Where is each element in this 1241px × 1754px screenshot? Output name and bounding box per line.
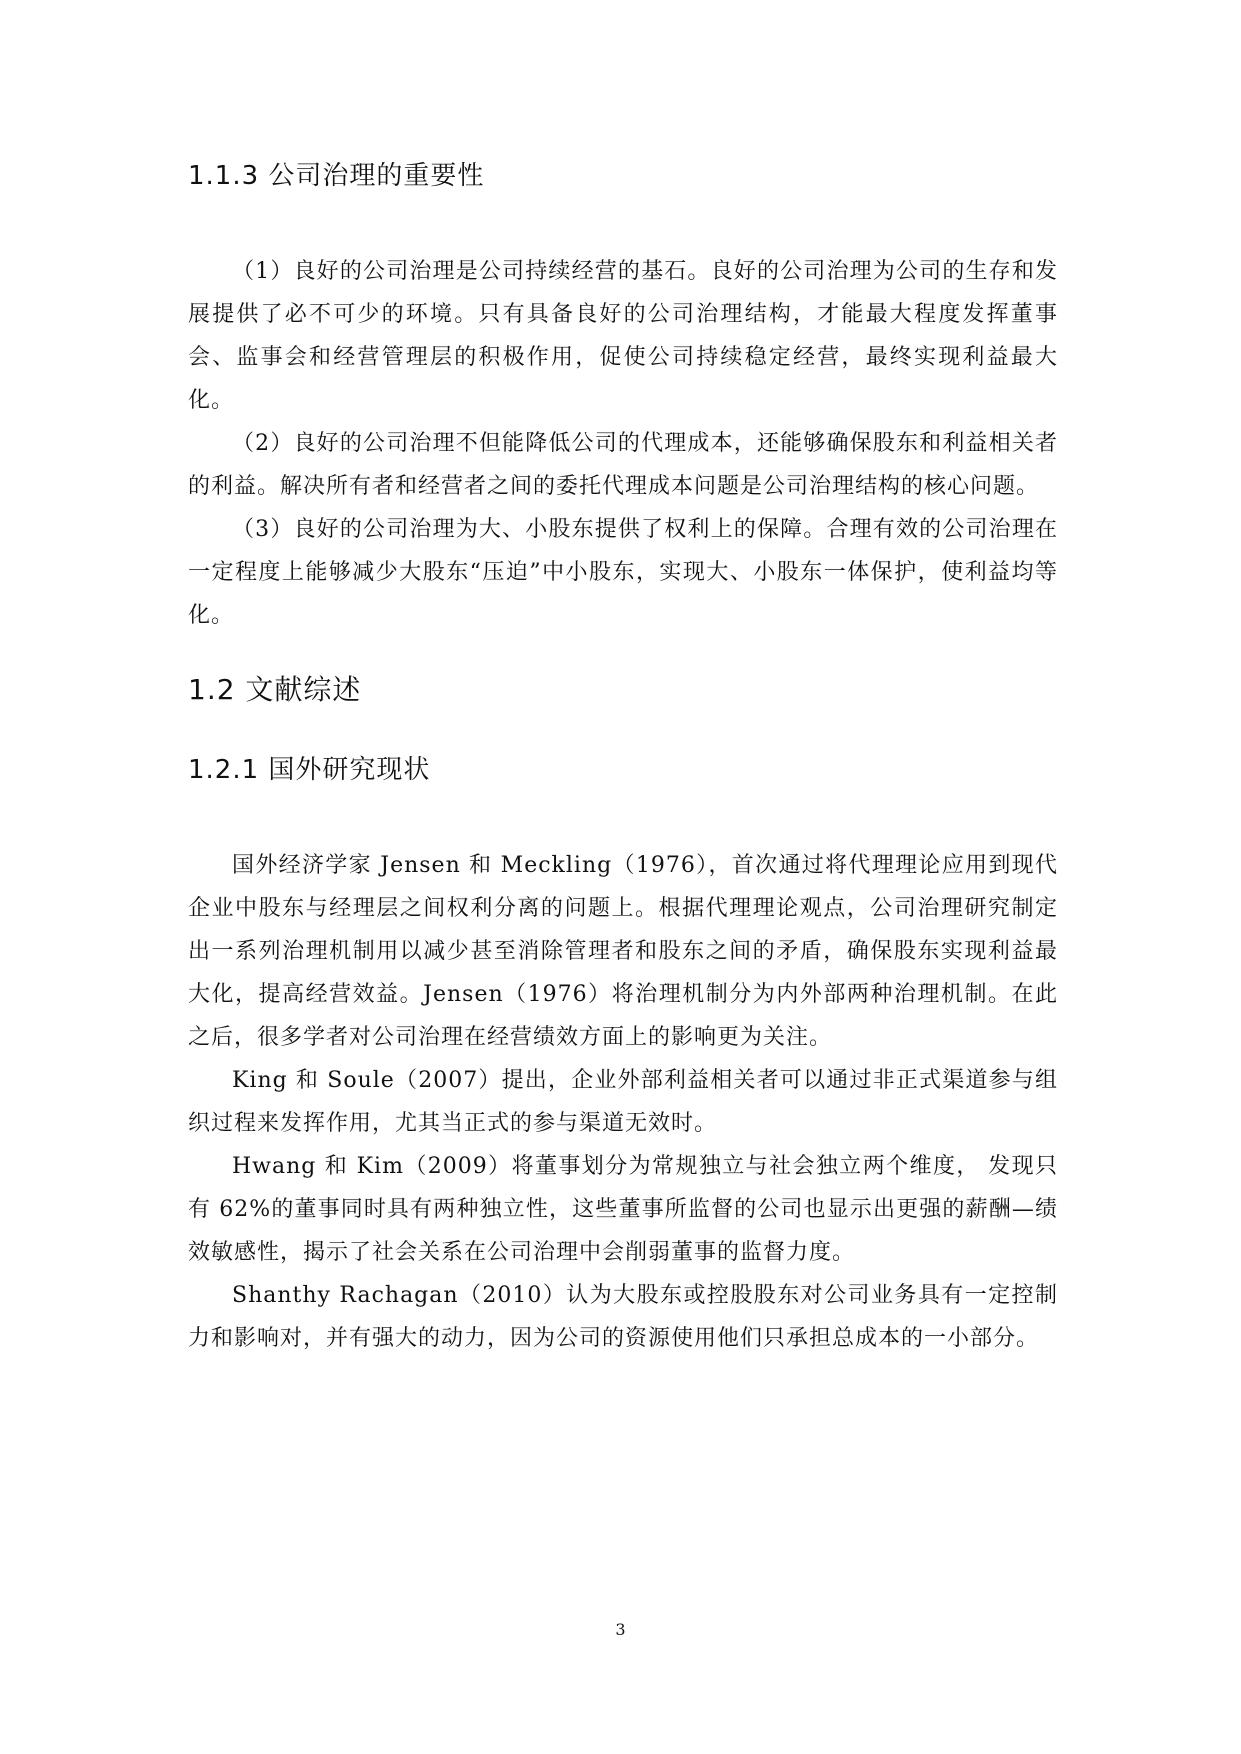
- paragraph-foreign-research-3: Hwang 和 Kim（2009）将董事划分为常规独立与社会独立两个维度， 发现只有 62%的董事同时具有两种独立性，这些董事所监督的公司也显示出更强的薪酬—绩 效敏感性，揭示了社会关系在公司治理中会削弱董事的监督力度。: [188, 1154, 1059, 1265]
- section-heading-1-2-1: 1.2.1 国外研究现状: [188, 755, 431, 785]
- paragraph-foreign-research-4: Shanthy Rachagan（2010）认为大股东或控股股东对公司业务具有一定控制力和影响对，并有强大的动力，因为公司的资源使用他们只承担总成本的一小部分。: [188, 1283, 1058, 1351]
- section-heading-1-1-3: 1.1.3 公司治理的重要性: [188, 161, 485, 191]
- paragraph-importance-3: （3）良好的公司治理为大、小股东提供了权利上的保障。合理有效的公司治理在一定程度上能够减少大股东“压迫”中小股东，实现大、小股东一体保护，使利益均等化。: [188, 517, 1058, 628]
- page-number: 3: [615, 1620, 626, 1639]
- paragraph-importance-1: （1）良好的公司治理是公司持续经营的基石。良好的公司治理为公司的生存和发展提供了必不可少的环境。只有具备良好的公司治理结构，才能最大程度发挥董事会、监事会和经营管理层的积极作用，促使公司持续稳定经营，最终实现利益最大化。: [188, 259, 1058, 413]
- paragraph-foreign-research-2: King 和 Soule（2007）提出，企业外部利益相关者可以通过非正式渠道参与组织过程来发挥作用，尤其当正式的参与渠道无效时。: [188, 1068, 1058, 1136]
- section-heading-1-2: 1.2 文献综述: [188, 673, 362, 706]
- paragraph-foreign-research-1: 国外经济学家 Jensen 和 Meckling（1976），首次通过将代理理论应用到现代企业中股东与经理层之间权利分离的问题上。根据代理理论观点，公司治理研究制定出一系列治理机制用以减少甚至消除管理者和股东之间的矛盾，确保股东实现利益最大化，提高经营效益。Jensen（1976）将治理机制分为内外部两种治理机制。在此之后，很多学者对公司治理在经营绩效方面上的影响更为关注。: [188, 853, 1058, 1050]
- page-content: [188, 160, 1058, 1360]
- paragraph-importance-2: （2）良好的公司治理不但能降低公司的代理成本，还能够确保股东和利益相关者的利益。解决所有者和经营者之间的委托代理成本问题是公司治理结构的核心问题。: [188, 431, 1058, 499]
